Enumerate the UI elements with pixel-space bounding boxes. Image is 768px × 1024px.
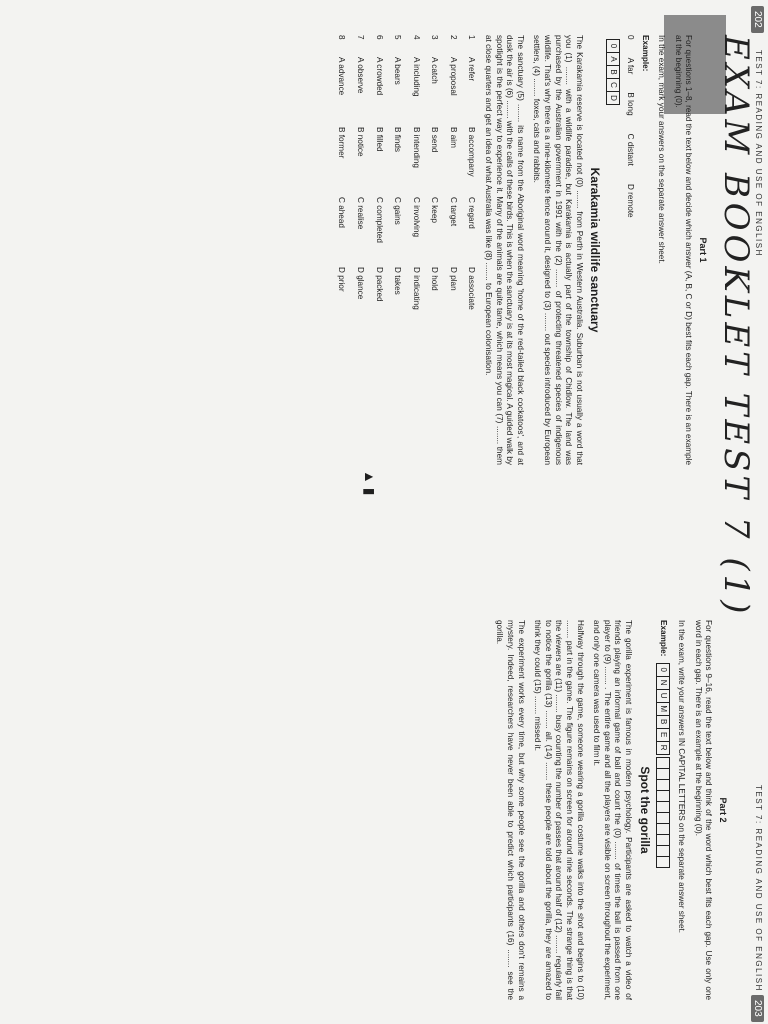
opt-d: D takes	[393, 267, 403, 295]
part1-para1: The Karakamia reserve is located not (0) ........ from Perth in Western Australia. Suburban is not usually a word that you (1) ........ with a wildlife paradise, but Karakamia is actually part of the township of Chidlow. The land was purchased by the Australian government in 1991 with the (2) ........ of protecting threatened species of indigenous wildlife. That's why there is a nine-kilometre fence around it, designed to (3) ........ out species introduced by European settlers, (4) ........ foxes, cats and rabbits.	[532, 35, 584, 465]
opt-d: D hold	[430, 267, 440, 291]
opt-d: D packed	[374, 267, 384, 302]
option-row	[447, 35, 458, 465]
opt-d: D prior	[337, 267, 347, 292]
part1-instructions: For questions 1–8, read the text below and decide which answer (A, B, C or D) best fits each gap. There is an example at the beginning (0).	[673, 35, 694, 465]
part2-para3: The experiment works every time, but why some people see the gorilla and others don't remains a mystery. Indeed, researchers have never been able to predict which participants (16) ........ see the gorilla.	[495, 620, 526, 1000]
running-head-left: TEST 7: READING AND USE OF ENGLISH	[754, 50, 763, 257]
opt-d: D glance	[355, 267, 365, 300]
opt-b: B notice	[355, 127, 365, 157]
grid-cell: 0	[657, 664, 669, 677]
option-row	[373, 35, 384, 465]
q-num: 8	[337, 35, 347, 40]
opt-a: A catch	[430, 57, 440, 84]
example-row	[624, 35, 635, 465]
part1-title: Karakamia wildlife sanctuary	[588, 167, 603, 333]
page-number-right: 203	[751, 995, 764, 1022]
opt-b: B former	[337, 127, 347, 159]
blank-answer-cells	[656, 757, 670, 868]
example-answer-grid	[606, 39, 620, 105]
opt-c: C completed	[374, 197, 384, 243]
q-num: 7	[355, 35, 365, 40]
part2-instructions-2: In the exam, write your answers IN CAPITAL LETTERS on the separate answer sheet.	[677, 620, 687, 934]
grid-cell: M	[657, 703, 669, 716]
opt-a: A crowded	[374, 57, 384, 96]
opt-a: A observe	[355, 57, 365, 94]
q-num: 5	[393, 35, 403, 40]
opt-d: D plan	[448, 267, 458, 291]
margin-mark: ▲ ▮	[362, 470, 378, 496]
part2-title: Spot the gorilla	[637, 766, 652, 854]
grid-cell: A	[607, 53, 619, 66]
options-list	[336, 35, 477, 465]
opt-c: C keep	[430, 197, 440, 223]
example-b: B long	[626, 92, 636, 116]
opt-d: D associate	[467, 267, 477, 310]
option-row	[410, 35, 421, 465]
opt-b: B intending	[411, 127, 421, 168]
option-row	[354, 35, 365, 465]
q-num: 1	[467, 35, 477, 40]
handwritten-title: EXAM BOOKLET TEST 7 (1)	[716, 35, 756, 618]
grid-cell: U	[657, 690, 669, 703]
q-num: 6	[374, 35, 384, 40]
option-row	[429, 35, 440, 465]
part2-instructions: For questions 9–16, read the text below and think of the word which best fits each gap. Use only one word in each gap. There is an example at the beginning (0).	[693, 620, 714, 1000]
part2-example	[656, 620, 670, 1000]
opt-c: C realise	[355, 197, 365, 230]
example-num: 0	[626, 35, 636, 40]
example-a: A far	[626, 57, 636, 75]
example-c: C distant	[626, 133, 636, 166]
opt-c: C involving	[411, 197, 421, 238]
option-row	[466, 35, 477, 465]
part2-column	[488, 620, 728, 1000]
part1-para2: The sanctuary (5) ........ its name from the Aboriginal word meaning 'home of the red-tailed black cockatoos', and at dusk the air is (6) ........ with the calls of these birds. This is when the sanctuary is at its most magical. A guided walk by spotlight is the perfect way to experience it. Many of the animals are quite tame, which means you can (7) ........ them at close quarters and get an idea of what Australia was like (8) ........ to European colonisation.	[484, 35, 525, 465]
opt-c: C target	[448, 197, 458, 227]
running-head-right: TEST 7: READING AND USE OF ENGLISH	[754, 785, 763, 992]
part1-column	[328, 35, 708, 465]
opt-c: C regard	[467, 197, 477, 229]
opt-a: A including	[411, 57, 421, 97]
page-number-left: 202	[751, 6, 764, 33]
part2-para2: Halfway through the game, someone wearing a gorilla costume walks into the shot and begins to (10) ........ part in the game. The figure remains on screen for around nine seconds. The strange thing is that the viewers are (11) ........ busy counting the number of passes that around half of (12) ........ regularly fail to notice the gorilla (13) ........ all. (14) ........ these people are told about the gorilla, they are amazed to think they could (15) ........ missed it.	[533, 620, 585, 1000]
part2-heading: Part 2	[718, 797, 728, 823]
opt-a: A proposal	[448, 57, 458, 96]
q-num: 4	[411, 35, 421, 40]
opt-c: C gains	[393, 197, 403, 225]
part2-para1: The gorilla experiment is famous in modern psychology. Participants are asked to watch a video of friends playing an informal game of ball and count the (0) ........ of times the ball is passed from one player to (9) ........ . The entire game and all the players are visible on screen throughout the experiment, and only one camera was used to film it.	[592, 620, 634, 1000]
opt-b: B aim	[448, 127, 458, 148]
opt-d: D indicating	[411, 267, 421, 310]
grid-cell: R	[658, 744, 668, 751]
part1-instructions-2: In the exam, mark your answers on the separate answer sheet.	[657, 35, 667, 264]
grid-cell: E	[657, 729, 669, 742]
opt-b: B accompany	[467, 127, 477, 177]
example-d: D remote	[626, 183, 636, 218]
option-row	[392, 35, 403, 465]
grid-cell: C	[607, 79, 619, 92]
grid-cell: B	[607, 66, 619, 79]
opt-a: A bears	[393, 57, 403, 85]
q-num: 3	[430, 35, 440, 40]
opt-b: B send	[430, 127, 440, 153]
part2-example-label: Example:	[658, 620, 668, 657]
part2-example-grid	[656, 663, 670, 755]
opt-b: B finds	[393, 127, 403, 153]
grid-cell: D	[609, 95, 619, 101]
opt-a: A advance	[337, 57, 347, 96]
opt-b: B filled	[374, 127, 384, 152]
option-row	[336, 35, 347, 465]
grid-cell: N	[657, 677, 669, 690]
grid-cell: 0	[607, 40, 619, 53]
example-label: Example:	[640, 35, 650, 72]
opt-a: A refer	[467, 57, 477, 82]
part1-heading: Part 1	[698, 237, 708, 263]
grid-cell: B	[657, 716, 669, 729]
opt-c: C ahead	[337, 197, 347, 228]
q-num: 2	[448, 35, 458, 40]
